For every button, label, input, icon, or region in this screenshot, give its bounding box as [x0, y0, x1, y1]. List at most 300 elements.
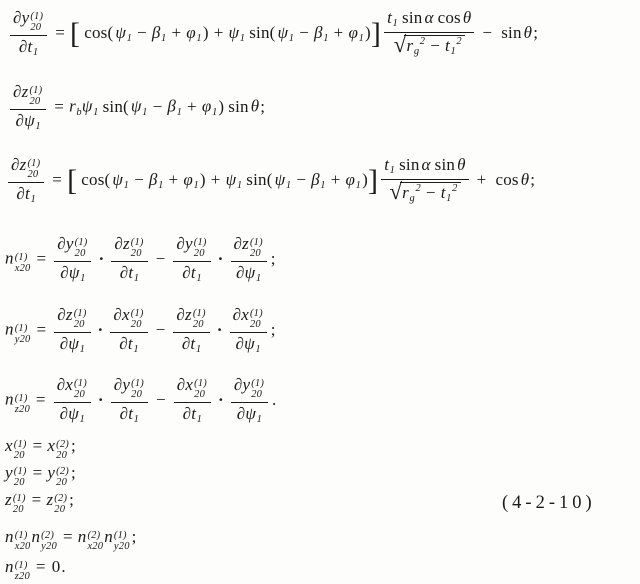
equation-nz20-zero: [5, 558, 66, 582]
math-superscript: (1): [14, 392, 28, 404]
math-variable: ψ: [225, 169, 237, 189]
math-subscript: 1: [288, 32, 295, 44]
fraction-numerator: [54, 306, 90, 332]
math-token: [: [70, 16, 81, 50]
fraction-numerator: [381, 156, 468, 179]
math-subscript: 20: [192, 319, 204, 330]
math-subscript: 1: [158, 179, 164, 191]
fraction-denominator: [230, 332, 267, 356]
math-text: ;: [270, 319, 276, 339]
math-sup-sub-stack: [15, 530, 31, 552]
math-subscript: 1: [133, 273, 140, 284]
math-subscript: 20: [131, 389, 143, 400]
equation-normal-proportionality: [5, 528, 137, 552]
fraction-denominator: [231, 261, 267, 285]
math-operator: =: [52, 169, 63, 189]
math-variable: y: [21, 8, 30, 28]
math-variable: ∂: [235, 263, 245, 282]
math-subscript: 20: [73, 319, 85, 330]
math-variable: r: [402, 182, 409, 202]
math-text: ;: [69, 490, 75, 509]
math-variable: n: [5, 248, 14, 268]
math-subscript: 20: [130, 319, 142, 330]
math-variable: ∂: [182, 404, 192, 423]
math-subscript: 20: [251, 389, 263, 400]
fraction: [54, 235, 91, 285]
math-variable: ∂: [236, 404, 246, 423]
math-operator: −: [155, 389, 166, 409]
math-variable: ψ: [115, 22, 127, 42]
math-text: ): [199, 169, 206, 189]
math-variable: ∂: [57, 234, 66, 253]
math-variable: t: [387, 8, 393, 27]
fraction: [111, 235, 147, 285]
math-function: sin: [501, 22, 522, 42]
math-variable: φ: [186, 22, 196, 42]
math-variable: ψ: [68, 334, 80, 353]
math-variable: θ: [250, 96, 260, 116]
math-token: ]: [367, 163, 379, 197]
math-subscript: 1: [80, 273, 86, 284]
math-dot-operator: ·: [217, 248, 224, 268]
math-variable: ψ: [245, 404, 257, 423]
math-subscript: 1: [176, 106, 183, 118]
math-subscript: 1: [392, 18, 398, 29]
math-superscript: (1): [73, 308, 87, 319]
fraction-numerator: [111, 376, 148, 402]
math-subscript: 1: [161, 32, 167, 44]
math-variable: β: [148, 169, 158, 189]
math-variable: n: [31, 527, 41, 546]
math-variable: φ: [201, 96, 212, 116]
math-variable: ψ: [68, 404, 79, 423]
fraction: [381, 156, 468, 206]
fraction: [174, 376, 211, 426]
fraction: [231, 235, 267, 285]
math-text: 0: [51, 557, 61, 576]
math-superscript: (1): [30, 11, 44, 23]
math-subscript: 1: [193, 179, 199, 191]
math-subscript: g: [413, 45, 420, 57]
math-operator: =: [31, 490, 42, 509]
math-operator: =: [36, 319, 47, 339]
math-variable: ψ: [277, 22, 289, 42]
math-superscript: (1): [13, 466, 27, 477]
math-operator: +: [476, 169, 487, 189]
math-superscript: (2): [87, 530, 101, 541]
math-variable: ∂: [233, 375, 243, 394]
math-variable: y: [185, 234, 193, 253]
math-subscript: 1: [123, 179, 130, 191]
math-variable: y: [47, 463, 56, 482]
math-superscript: 2: [456, 35, 462, 47]
fraction-numerator: [110, 306, 147, 332]
math-subscript: 1: [323, 32, 329, 44]
fraction-denominator: [54, 402, 91, 426]
math-variable: t: [128, 263, 134, 282]
fraction-denominator: [110, 332, 147, 356]
math-variable: ∂: [114, 234, 123, 253]
math-function: cos(: [84, 22, 114, 42]
fraction: [110, 306, 147, 356]
math-variable: y: [122, 375, 131, 394]
fraction-denominator: [54, 332, 90, 356]
math-subscript: b: [76, 106, 82, 118]
math-variable: ∂: [57, 305, 66, 324]
fraction-numerator: [54, 376, 91, 402]
math-subscript: 1: [93, 106, 99, 118]
math-variable: α: [421, 155, 431, 174]
equation-partial-z20-t1: [5, 156, 535, 206]
math-subscript: 1: [32, 47, 39, 59]
math-sup-sub-stack: [87, 530, 103, 552]
math-variable: z: [122, 234, 130, 253]
math-variable: α: [424, 8, 434, 27]
math-text: ;: [260, 96, 266, 116]
math-subscript: 20: [249, 319, 261, 330]
fraction: [384, 9, 474, 59]
math-variable: y: [242, 375, 251, 394]
math-subscript: 20: [13, 450, 25, 461]
math-token: [: [67, 163, 78, 197]
math-variable: ∂: [176, 375, 186, 394]
math-subscript: 20: [130, 248, 142, 259]
math-variable: z: [65, 305, 73, 324]
math-subscript: 20: [29, 96, 41, 107]
math-variable: ∂: [232, 305, 242, 324]
math-variable: ∂: [176, 305, 186, 324]
math-variable: n: [5, 389, 14, 409]
math-operator: +: [213, 22, 224, 42]
radical-sign: √: [393, 31, 407, 57]
fraction-denominator: [173, 332, 209, 356]
math-variable: z: [242, 234, 249, 253]
math-operator: =: [32, 436, 43, 455]
math-subscript: 1: [255, 344, 261, 355]
equation-partial-z20-psi1: [7, 83, 265, 133]
math-subscript: z20: [14, 403, 30, 415]
fraction-numerator: [111, 235, 147, 261]
math-operator: −: [425, 182, 436, 202]
math-function: sin(: [102, 96, 129, 116]
math-function: sin: [434, 155, 456, 174]
math-subscript: 1: [358, 32, 365, 44]
math-operator: +: [171, 22, 182, 42]
math-subscript: 20: [30, 22, 42, 34]
math-variable: x: [122, 305, 130, 324]
math-variable: ∂: [182, 263, 191, 282]
math-sup-sub-stack: [131, 308, 144, 330]
math-variable: t: [384, 155, 390, 174]
math-superscript: (1): [14, 251, 28, 263]
math-sup-sub-stack: [15, 323, 31, 345]
math-variable: β: [314, 22, 323, 42]
math-superscript: (2): [54, 493, 68, 504]
radicand: [400, 182, 460, 207]
math-sup-sub-stack: [54, 493, 67, 515]
math-operator: +: [330, 169, 341, 189]
math-text: ): [202, 22, 209, 42]
math-text: ;: [70, 463, 76, 482]
math-variable: ∂: [119, 263, 129, 282]
math-subscript: 20: [74, 389, 85, 400]
math-variable: ψ: [274, 169, 286, 189]
fraction-numerator: [10, 83, 46, 109]
math-superscript: (1): [12, 493, 26, 504]
math-variable: ∂: [15, 111, 25, 130]
math-operator: =: [62, 527, 73, 546]
math-variable: θ: [523, 22, 533, 42]
math-variable: n: [5, 319, 14, 339]
math-function: sin: [228, 96, 249, 116]
math-subscript: 1: [79, 344, 86, 355]
math-variable: ∂: [235, 334, 245, 353]
math-superscript: 2: [415, 182, 421, 194]
math-variable: n: [104, 527, 113, 546]
fraction-numerator: [173, 306, 209, 332]
math-variable: ∂: [181, 334, 191, 353]
math-variable: ∂: [113, 375, 123, 394]
math-subscript: 1: [142, 106, 148, 118]
math-subscript: 1: [196, 273, 202, 284]
math-variable: y: [65, 234, 74, 253]
math-sup-sub-stack: [193, 308, 206, 330]
math-variable: φ: [348, 22, 359, 42]
math-superscript: (1): [249, 237, 263, 248]
math-variable: ψ: [244, 263, 256, 282]
math-variable: t: [190, 263, 196, 282]
math-variable: x: [47, 436, 56, 455]
math-text: ;: [70, 436, 76, 455]
fraction-denominator: [381, 179, 468, 207]
math-subscript: y20: [113, 541, 130, 552]
math-sup-sub-stack: [74, 308, 87, 330]
math-superscript: (1): [13, 439, 27, 450]
math-superscript: (1): [194, 378, 207, 389]
equation-partial-y20-t1: [7, 9, 538, 59]
math-function: sin: [402, 8, 423, 27]
math-subscript: 1: [450, 45, 456, 57]
math-operator: =: [35, 389, 46, 409]
math-variable: ∂: [13, 82, 22, 101]
math-subscript: 1: [389, 165, 396, 176]
math-dot-operator: ·: [98, 248, 105, 268]
math-sup-sub-stack: [29, 85, 42, 107]
math-operator: =: [32, 463, 43, 482]
math-operator: =: [36, 248, 47, 268]
math-function: sin: [399, 155, 420, 174]
math-subscript: 20: [12, 504, 24, 515]
math-subscript: 1: [133, 414, 140, 425]
math-sup-sub-stack: [250, 237, 263, 259]
math-subscript: x20: [14, 541, 31, 552]
fraction-numerator: [174, 376, 211, 402]
math-variable: t: [191, 404, 197, 423]
math-variable: y: [5, 463, 13, 482]
math-sup-sub-stack: [14, 466, 27, 488]
math-variable: ∂: [56, 375, 66, 394]
math-variable: t: [25, 184, 30, 204]
math-superscript: (1): [29, 85, 43, 96]
math-function: sin(: [249, 22, 276, 42]
math-superscript: (1): [251, 378, 265, 389]
math-operator: −: [137, 22, 147, 42]
math-operator: −: [299, 22, 310, 42]
math-subscript: 1: [446, 192, 452, 204]
math-sup-sub-stack: [251, 378, 264, 400]
math-superscript: (1): [74, 237, 88, 248]
math-variable: ψ: [228, 22, 240, 42]
math-subscript: 20: [194, 389, 206, 400]
math-operator: =: [54, 96, 65, 116]
fraction-denominator: [10, 35, 47, 59]
math-function: cos: [495, 169, 519, 189]
math-superscript: (2): [56, 466, 69, 477]
math-subscript: 20: [13, 477, 25, 488]
math-text: .: [61, 557, 66, 576]
math-superscript: (2): [56, 439, 69, 450]
math-superscript: (1): [14, 322, 28, 334]
math-subscript: 1: [236, 179, 243, 191]
math-variable: ∂: [176, 234, 186, 253]
math-variable: ψ: [244, 334, 255, 353]
math-dot-operator: ·: [97, 319, 104, 339]
math-sup-sub-stack: [41, 530, 57, 552]
math-subscript: 1: [196, 32, 202, 44]
math-superscript: (1): [249, 308, 263, 319]
math-subscript: 20: [54, 504, 66, 515]
math-variable: z: [5, 490, 12, 509]
math-variable: x: [65, 375, 74, 394]
math-variable: z: [19, 155, 27, 175]
math-text: ): [362, 169, 368, 189]
math-subscript: 1: [355, 179, 362, 191]
fraction-numerator: [173, 235, 210, 261]
math-subscript: 1: [211, 106, 218, 118]
math-sup-sub-stack: [131, 378, 144, 400]
math-variable: n: [5, 557, 14, 576]
math-sup-sub-stack: [14, 439, 27, 461]
math-variable: θ: [457, 155, 466, 174]
math-sup-sub-stack: [15, 393, 30, 415]
math-subscript: y20: [41, 541, 57, 552]
math-subscript: x20: [87, 541, 104, 552]
math-variable: ∂: [13, 8, 22, 28]
radicand: [404, 35, 464, 60]
math-variable: ∂: [11, 155, 20, 175]
math-variable: x: [241, 305, 249, 324]
math-operator: −: [155, 248, 166, 268]
math-superscript: (1): [193, 237, 207, 248]
math-subscript: 1: [126, 32, 133, 44]
fraction-numerator: [54, 235, 91, 261]
math-superscript: (1): [27, 158, 41, 170]
math-variable: n: [5, 527, 14, 546]
math-operator: −: [482, 22, 493, 42]
math-function: cos(: [81, 169, 111, 189]
math-operator: −: [155, 319, 166, 339]
fraction-denominator: [173, 261, 210, 285]
math-sup-sub-stack: [30, 11, 43, 33]
math-subscript: 1: [195, 344, 202, 355]
math-superscript: (1): [131, 378, 144, 389]
math-variable: ∂: [18, 37, 28, 57]
math-variable: x: [5, 436, 13, 455]
equation-normal-nx20: [5, 235, 276, 285]
math-variable: ψ: [24, 111, 35, 130]
math-superscript: (1): [74, 378, 87, 389]
math-sup-sub-stack: [250, 308, 263, 330]
math-superscript: (2): [41, 530, 55, 541]
math-variable: ∂: [59, 404, 69, 423]
math-operator: +: [210, 169, 221, 189]
math-variable: θ: [462, 8, 472, 27]
square-root: [393, 31, 465, 60]
math-variable: β: [151, 22, 161, 42]
equation-y20-continuity: [5, 464, 76, 488]
math-text: ;: [530, 169, 536, 189]
math-variable: x: [185, 375, 194, 394]
fraction-numerator: [10, 9, 47, 35]
math-variable: t: [440, 182, 446, 202]
fraction-numerator: [230, 306, 267, 332]
math-subscript: 1: [255, 273, 262, 284]
fraction-denominator: [384, 32, 474, 60]
fraction-denominator: [174, 402, 211, 426]
math-operator: =: [55, 22, 65, 42]
math-subscript: 1: [320, 179, 326, 191]
math-variable: t: [127, 334, 133, 353]
fraction: [111, 376, 148, 426]
math-operator: +: [187, 96, 197, 116]
fraction-numerator: [8, 156, 44, 182]
math-text: ;: [533, 22, 539, 42]
math-operator: =: [35, 557, 46, 576]
math-superscript: 2: [419, 35, 426, 47]
math-sup-sub-stack: [15, 252, 31, 274]
math-operator: −: [152, 96, 163, 116]
radical-sign: √: [389, 178, 403, 204]
math-subscript: 20: [249, 248, 261, 259]
math-variable: θ: [520, 169, 530, 189]
math-sup-sub-stack: [114, 530, 130, 552]
equation-normal-ny20: [5, 306, 276, 356]
math-subscript: 20: [193, 248, 205, 259]
math-sup-sub-stack: [56, 439, 69, 461]
equation-z20-continuity: [5, 491, 74, 515]
math-function: cos: [437, 8, 461, 27]
fraction-numerator: [231, 376, 268, 402]
math-text: ): [218, 96, 225, 116]
math-variable: z: [46, 490, 54, 509]
math-subscript: 1: [239, 32, 246, 44]
math-variable: ψ: [81, 96, 93, 116]
square-root: [389, 178, 460, 207]
math-variable: φ: [183, 169, 193, 189]
fraction: [230, 306, 267, 356]
math-sup-sub-stack: [194, 378, 207, 400]
math-variable: ∂: [60, 263, 69, 282]
math-variable: ∂: [119, 334, 128, 353]
math-variable: t: [128, 404, 134, 423]
fraction-denominator: [8, 182, 44, 206]
equation-normal-nz20: [5, 376, 277, 426]
math-text: ;: [270, 248, 276, 268]
math-text: .: [272, 389, 277, 409]
math-token: ]: [370, 16, 382, 50]
math-subscript: 1: [133, 344, 139, 355]
fraction-denominator: [231, 402, 268, 426]
